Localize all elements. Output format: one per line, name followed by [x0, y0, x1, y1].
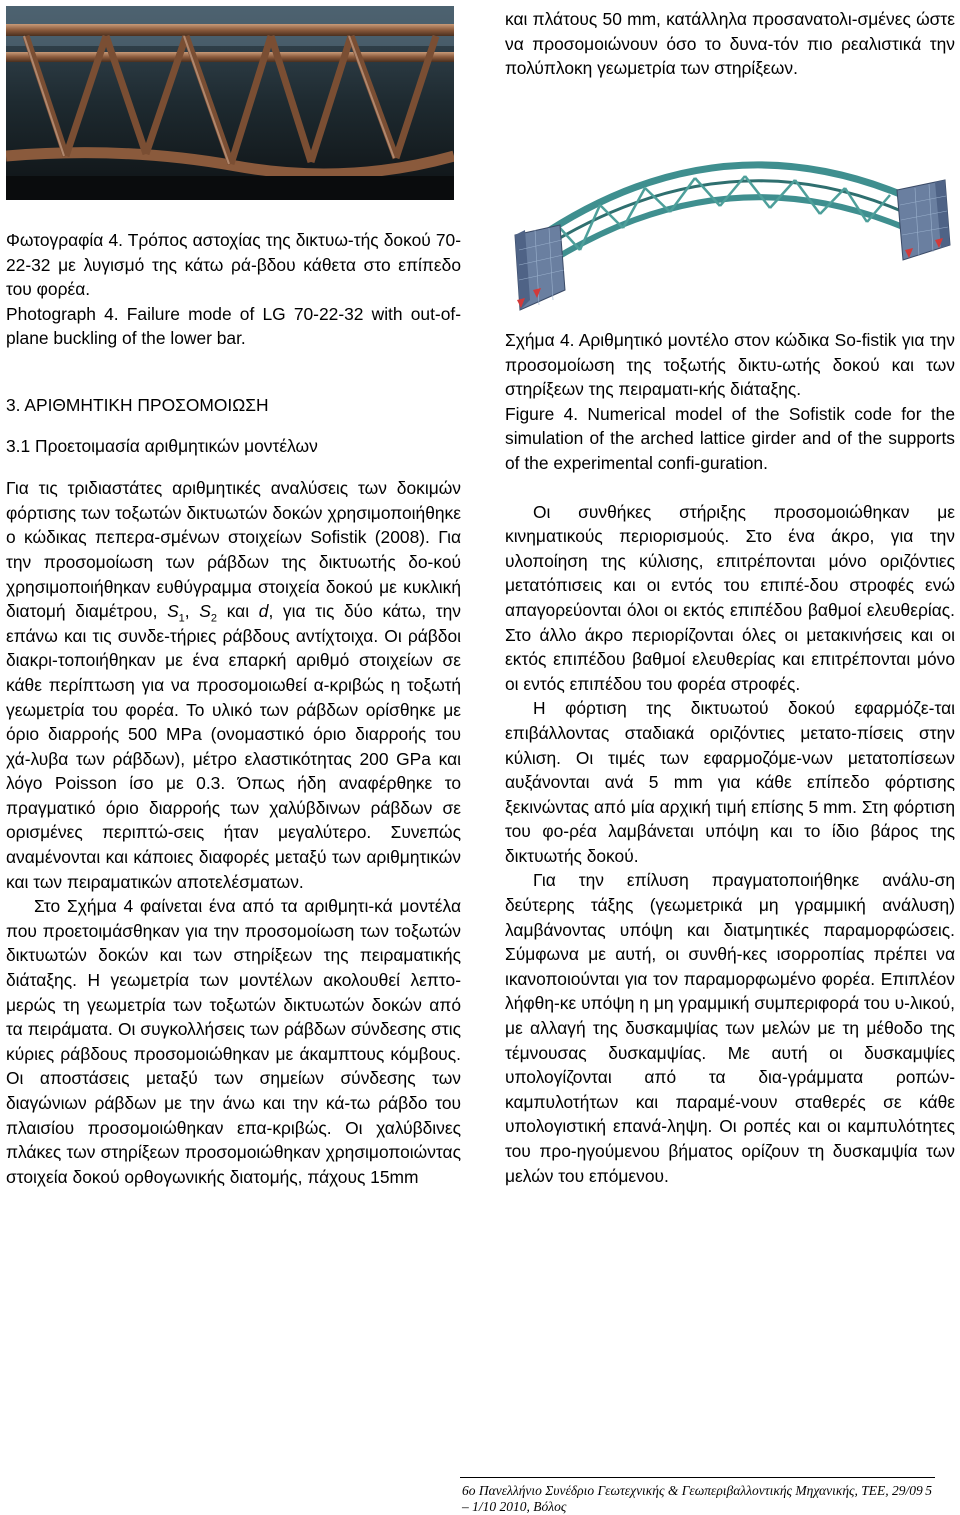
section-heading: 3. ΑΡΙΘΜΗΤΙΚΗ ΠΡΟΣΟΜΟΙΩΣΗ — [6, 394, 269, 415]
left-support-plate — [515, 225, 565, 310]
right-column-top — [505, 7, 955, 81]
variable-s1: S — [167, 601, 179, 622]
subsection-heading: 3.1 Προετοιμασία αριθμητικών μοντέλων — [6, 435, 318, 456]
conjunction: και — [217, 601, 259, 622]
paragraph-text: Για τις τριδιαστάτες αριθμητικές αναλύσεις των δοκιμών φόρτισης των τοξωτών δικτυωτών δοκών χρησιμοποιήθηκε ο κώδικας πεπερα-σμένων στοιχείων Sofistik (2008). Για την προσομοίωση των ράβδων της δικτυωτής δο-κού χρησιμοποιήθηκαν ευθύγραμμα στοιχεία δοκού με κυκλική διατομή διαμέτρου, — [6, 478, 461, 622]
arched-girder-model-graphic — [505, 150, 953, 330]
failure-photograph — [6, 6, 454, 200]
variable-d: d — [258, 601, 269, 622]
separator: , — [184, 601, 200, 622]
footer-rule — [460, 1477, 935, 1478]
figure-caption-english: Figure 4. Numerical model of the Sofistik code for the simulation of the arched lattice girder and of the supports of the experimental confi-guration. — [505, 403, 955, 473]
body-paragraph-2: Στο Σχήμα 4 φαίνεται ένα από τα αριθμητι-κά μοντέλα που προετοιμάσθηκαν για την προσομοίωση των τοξωτών δικτυωτών δοκών και των στηρίξεων της πειραματικής διάταξης. Η γεωμετρία των μοντέλων ακολουθεί λεπτο-μερώς τη γεωμετρία των τοξωτών δικτυωτών δοκών από τα πειράματα. Οι συγκολλήσεις των ράβδων σύνδεσης στις κύριες ράβδους προσομοιώθηκαν με άκαμπτους κόμβους. Οι αποστάσεις μεταξύ των σημείων σύνδεσης των διαγώνιων ράβδων με την άνω και την κά-τω ράβδο του πλαισίου προσομοιώθηκαν επα-κριβώς. Οι χαλύβδινες πλάκες των στηρίξεων προσομοιώθηκαν χρησιμοποιώντας στοιχεία δοκού ορθογωνικής διατομής, πάχους 15mm — [6, 896, 461, 1187]
figure-caption-greek: Σχήμα 4. Αριθμητικό μοντέλο στον κώδικα So-fistik για την προσομοίωση της τοξωτής δικτυ-ωτής δοκού και των στηρίξεων της πειραματι-κής διάταξης. — [505, 330, 955, 400]
subscript-1: 1 — [178, 612, 185, 625]
continued-paragraph: και πλάτους 50 mm, κατάλληλα προσανατολι-σμένες ώστε να προσομοιώνουν όσο το δυνα-τόν πιο ρεαλιστικά την πολύπλοκη γεωμετρία των στηρίξεων. — [505, 9, 955, 79]
page-footer — [462, 1483, 932, 1515]
photo-caption-greek: Φωτογραφία 4. Τρόπος αστοχίας της δικτυω-τής δοκού 70-22-32 με λυγισμό της κάτω ρά-βδου κάθετα στο επίπεδο του φορέα. — [6, 230, 461, 300]
body-paragraph-5: Για την επίλυση πραγματοποιήθηκε ανάλυ-ση δεύτερης τάξης (γεωμετρικά μη γραμμική ανάλυση) λαμβάνοντας υπόψη και διατμητικές παραμορφώσεις. Σύμφωνα με αυτή, οι συνθή-κες ισορροπίας πρέπει να ικανοποιούνται για τον παραμορφωμένο φορέα. Επιπλέον λήφθη-κε υπόψη η μη γραμμική συμπεριφορά του υ-λικού, με αλλαγή της δυσκαμψίας των μελών με τη μέθοδο της τέμνουσας δυσκαμψίας. Με αυτή οι δυσκαμψίες υπολογίζονται από τα δια-γράμματα ροπών-καμπυλοτήτων και παραμέ-νουν σταθερές σε κάθε υπολογιστική επανά-ληψη. Οι ροπές και οι καμπυλότητες του προ-ηγούμενου βήματος ορίζουν τη δυσκαμψία των μελών του επόμενου. — [505, 870, 955, 1186]
conference-name: 6ο Πανελλήνιο Συνέδριο Γεωτεχνικής & Γεωπεριβαλλοντικής Μηχανικής, ΤΕΕ, 29/09 – 1/10 2010, Βόλος — [462, 1483, 923, 1514]
variable-s2: S — [199, 601, 211, 622]
rebar-photo-graphic — [6, 6, 454, 200]
body-paragraph-1 — [6, 476, 461, 894]
photo-caption-english: Photograph 4. Failure mode of LG 70-22-32 with out-of-plane buckling of the lower bar. — [6, 303, 461, 349]
paragraph-text: , για τις δύο κάτω, την επάνω και τις συνδε-τήριες ράβδους αντίχτοιχα. Οι ράβδοι διακρι-τοποιήθηκαν με ένα επαρκή αριθμό στοιχείων σε κάθε περίπτωση για να προσομοιωθεί α-κριβώς η τοξωτή γεωμετρία του φορέα. Το υλικό των ράβδων ορίσθηκε με όριο διαρροής 500 MPa (ονομαστικό όριο διαρροής του χά-λυβα των ράβδων), μέτρο ελαστικότητας 200 GPa και λόγο Poisson ίσο με 0.3. Όπως ήδη αναφέρθηκε το πραγματικό όριο διαρροής των χαλύβδινων ράβδων σε ορισμένες περιπτώ-σεις ήταν μεγαλύτερο. Συνεπώς αναμένονται και κάποιες διαφορές μεταξύ των αριθμητικών και των πειραματικών αποτελέσματων. — [6, 601, 461, 892]
subscript-2: 2 — [210, 612, 218, 625]
right-support-plate — [897, 180, 950, 260]
page-number: 5 — [925, 1483, 932, 1498]
right-column — [505, 328, 955, 1188]
body-paragraph-4: Η φόρτιση της δικτυωτού δοκού εφαρμόζε-ται επιβάλλοντας σταδιακά οριζόντιες μετατο-πίσεις στην κύλιση. Οι τιμές των εφαρμοζόμε-νων μετατοπίσεων αυξάνονται ανά 5 mm για κάθε επίπεδο φόρτισης ξεκινώντας από μία αρχική τιμή επίσης 5 mm. Στη φόρτιση του φο-ρέα λαμβάνεται υπόψη και το ίδιο βάρος της δικτυωτής δοκού. — [505, 698, 955, 866]
body-paragraph-3: Οι συνθήκες στήριξης προσομοιώθηκαν με κινηματικούς περιορισμούς. Στο ένα άκρο, για την υλοποίηση της κύλισης, επιτρέπονται μόνο οριζόντιες μετατόπισεις και οι εντός του επιπέ-δου στροφές ενώ απαγορεύονται όλοι οι εκτός επιπέδου βαθμοί ελευθερίας. Στο άλλο άκρο περιορίζονται όλες οι μετακινήσεις και οι εκτός επιπέδου βαθμοί ελευθερίας και επιτρέπονται μόνο οι εντός επιπέδου του φορέα στροφές. — [505, 501, 955, 694]
numerical-model-figure — [505, 150, 953, 330]
left-column — [6, 228, 461, 1189]
